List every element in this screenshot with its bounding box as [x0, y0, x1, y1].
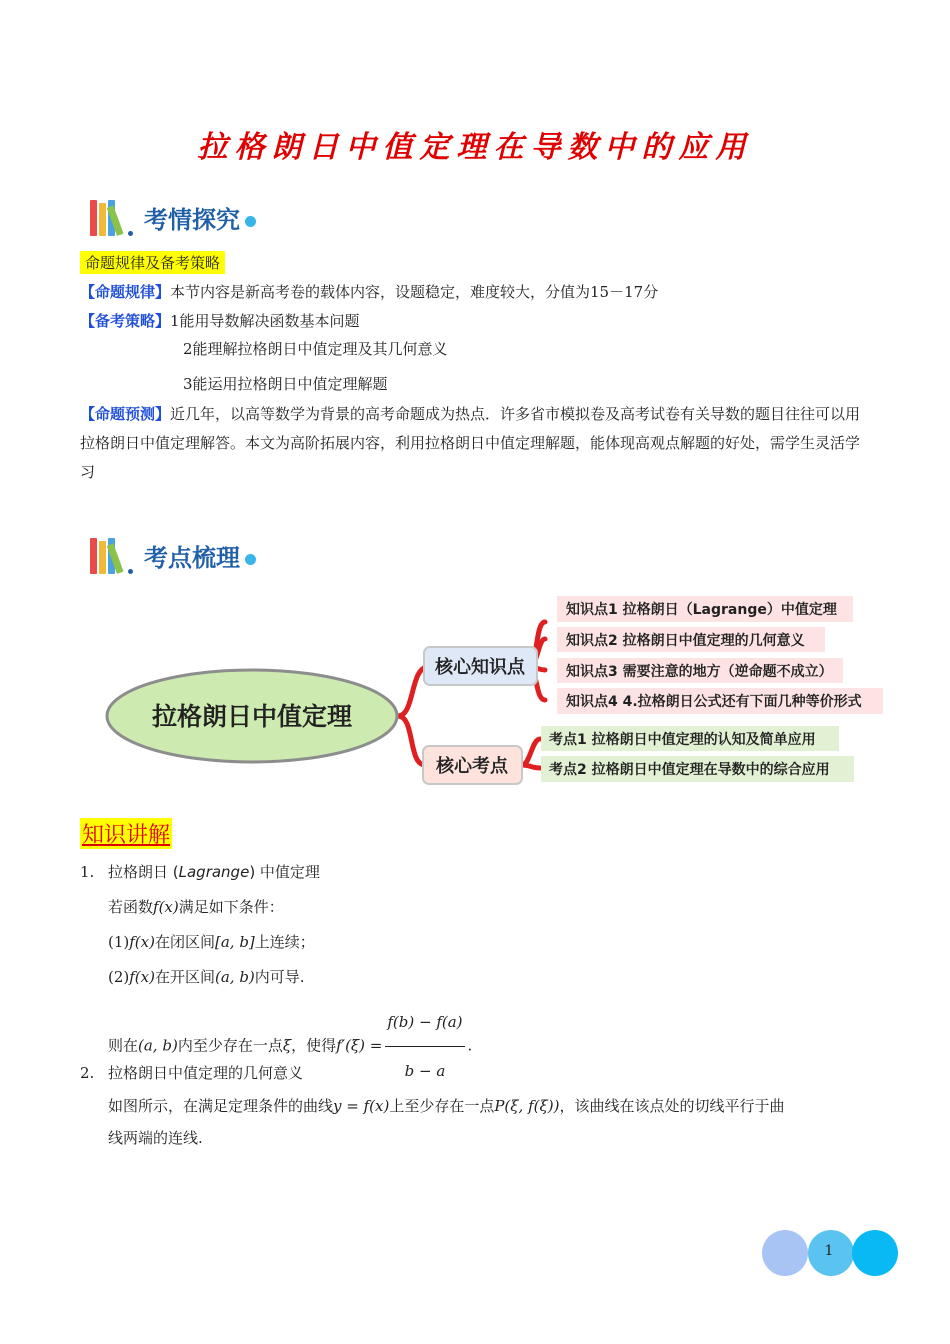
exam-rule-line: [80, 282, 658, 302]
mind-map-branch-label: 核心知识点: [435, 657, 525, 678]
prediction-tag: 【命题预测】: [80, 405, 171, 423]
item-2-title: 2. 拉格朗日中值定理的几何意义: [80, 1064, 304, 1082]
section-title: 考点梳理: [144, 544, 240, 572]
strategy-item-3: 3能运用拉格朗日中值定理解题: [183, 375, 388, 393]
strategy-tag: 【备考策略】: [80, 312, 171, 330]
exam-rule-text: 本节内容是新高考卷的载体内容，设题稳定，难度较大，分值为15－17分: [170, 283, 659, 301]
books-icon: [88, 536, 134, 574]
highlight-heading: 命题规律及备考策略: [80, 251, 225, 274]
knowledge-heading: 知识讲解: [80, 818, 172, 849]
bullet-dot-icon: [245, 554, 256, 565]
strategy-line-1: [80, 311, 360, 331]
mind-map: [0, 590, 950, 800]
strategy-item-1: 1能用导数解决函数基本问题: [170, 312, 360, 330]
mind-map-leaf-label: 考点2 拉格朗日中值定理在导数中的综合应用: [549, 762, 830, 778]
item-2-line-2: 线两端的连线.: [108, 1129, 203, 1147]
mind-map-leaf-label: 知识点3 需要注意的地方（逆命题不成立）: [566, 664, 833, 680]
page-number: 1: [824, 1243, 834, 1259]
prediction-text: 近几年，以高等数学为背景的高考命题成为热点．许多省市模拟卷及高考试卷有关导数的题目往往可以用拉格朗日中值定理解答。本文为高阶拓展内容，利用拉格朗日中值定理解题，能体现高观点解题的好处，需学生灵活学习: [80, 405, 861, 481]
exam-rule-tag: 【命题规律】: [80, 283, 171, 301]
section-header-exam-analysis: [88, 192, 256, 236]
document-title: 拉格朗日中值定理在导数中的应用: [197, 130, 753, 165]
mind-map-branch-label: 核心考点: [436, 756, 508, 777]
item-2-line-1: 如图所示，在满足定理条件的曲线y = f(x)上至少存在一点P(ξ, f(ξ))，该曲线在该点处的切线平行于曲: [108, 1097, 785, 1115]
mind-map-root-label: 拉格朗日中值定理: [151, 702, 353, 731]
bullet-dot-icon: [245, 216, 256, 227]
section-header-key-points: [88, 530, 256, 574]
prediction-paragraph: [80, 400, 870, 487]
mind-map-leaf-label: 知识点1 拉格朗日（Lagrange）中值定理: [566, 602, 837, 618]
page-deco-circle: [852, 1230, 898, 1276]
item-1-title: 1. 拉格朗日 (Lagrange) 中值定理: [80, 863, 320, 881]
books-icon: [88, 198, 134, 236]
strategy-item-2: 2能理解拉格朗日中值定理及其几何意义: [183, 340, 448, 358]
item-1-line-3: (2)f(x)在开区间(a, b)内可导.: [108, 968, 305, 986]
item-1-line-2: (1)f(x)在闭区间[a, b]上连续；: [108, 933, 315, 951]
item-1-line-1: 若函数f(x)满足如下条件：: [108, 898, 284, 916]
item-1-line-4: 则在(a, b)内至少存在一点ξ，使得f′(ξ) = $\frac{f(b) - f(a)}{b - a}$ .: [108, 1000, 472, 1093]
section-title: 考情探究: [144, 206, 240, 234]
fraction: $\frac{f(b) - f(a)}{b - a}$: [385, 1000, 464, 1093]
mind-map-leaf-label: 知识点2 拉格朗日中值定理的几何意义: [566, 633, 805, 649]
mind-map-leaf-label: 知识点4 4.拉格朗日公式还有下面几种等价形式: [566, 694, 862, 710]
page-deco-circle: [762, 1230, 808, 1276]
mind-map-leaf-label: 考点1 拉格朗日中值定理的认知及简单应用: [549, 732, 816, 748]
